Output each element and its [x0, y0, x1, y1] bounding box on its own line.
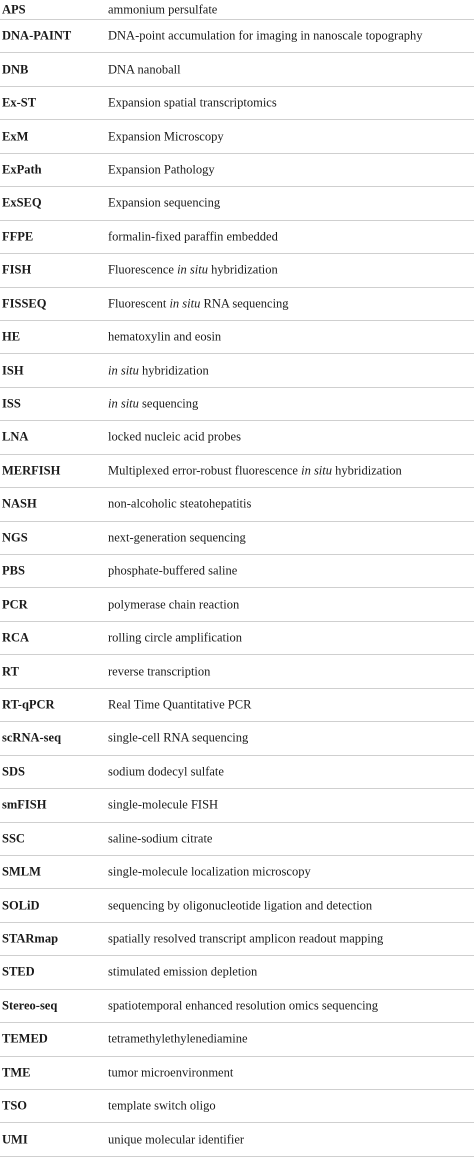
- abbreviation-definition: [108, 1099, 216, 1114]
- abbreviation-term: UMI: [2, 1132, 28, 1147]
- abbreviation-term: scRNA-seq: [2, 730, 62, 745]
- definition-text-part: Real Time Quantitative PCR: [108, 697, 252, 712]
- table-row: [0, 154, 474, 187]
- definition-text-part: DNA nanoball: [108, 62, 181, 77]
- abbreviation-term: STARmap: [2, 931, 59, 946]
- abbreviation-definition: [108, 463, 402, 478]
- abbreviation-term: DNA-PAINT: [2, 28, 72, 43]
- abbreviation-definition: [108, 96, 277, 111]
- definition-text-part: polymerase chain reaction: [108, 597, 240, 612]
- table-row: [0, 823, 474, 856]
- abbreviation-term: FISH: [2, 262, 32, 277]
- definition-text-part: stimulated emission depletion: [108, 964, 258, 979]
- abbreviation-term: HE: [2, 329, 21, 344]
- abbreviation-definition: [108, 932, 383, 947]
- table-row: [0, 756, 474, 789]
- abbreviation-term: TEMED: [2, 1031, 48, 1046]
- abbreviation-term: ExPath: [2, 162, 42, 177]
- abbreviation-term: SDS: [2, 764, 25, 779]
- abbreviation-term: TME: [2, 1065, 31, 1080]
- abbreviation-definition: [108, 1065, 233, 1080]
- definition-text-part: rolling circle amplification: [108, 630, 242, 645]
- definition-text-part: sequencing: [138, 396, 199, 411]
- abbreviation-definition: [108, 229, 278, 244]
- definition-italic-part: in situ: [301, 463, 333, 478]
- table-row: [0, 1057, 474, 1090]
- abbreviation-definition: [108, 497, 251, 512]
- definition-text-part: hybridization: [138, 363, 209, 378]
- table-row: [0, 354, 474, 387]
- table-row: [0, 923, 474, 956]
- definition-text-part: spatiotemporal enhanced resolution omics sequencing: [108, 998, 379, 1013]
- table-row: [0, 0, 474, 20]
- definition-text-part: non-alcoholic steatohepatitis: [108, 496, 252, 511]
- table-row: [0, 1090, 474, 1123]
- definition-text-part: Multiplexed error-robust fluorescence: [108, 463, 302, 478]
- abbreviation-term: FISSEQ: [2, 296, 47, 311]
- table-row: [0, 1023, 474, 1056]
- abbreviation-definition: [108, 296, 289, 311]
- definition-text-part: DNA-point accumulation for imaging in nanoscale topography: [108, 28, 423, 43]
- table-row: [0, 187, 474, 220]
- abbreviation-definition: [108, 430, 241, 445]
- definition-text-part: hybridization: [332, 463, 402, 478]
- table-row: [0, 421, 474, 454]
- abbreviation-term: STED: [2, 964, 35, 979]
- definition-text-part: hematoxylin and eosin: [108, 329, 222, 344]
- abbreviation-definition: [108, 330, 221, 345]
- definition-text-part: spatially resolved transcript amplicon readout mapping: [108, 931, 384, 946]
- table-row: [0, 722, 474, 755]
- abbreviation-term: SMLM: [2, 864, 41, 879]
- table-row: [0, 555, 474, 588]
- abbreviation-term: ExSEQ: [2, 195, 42, 210]
- abbreviation-term: TSO: [2, 1098, 28, 1113]
- abbreviation-term: PBS: [2, 563, 25, 578]
- table-row: [0, 655, 474, 688]
- abbreviation-definition: [108, 129, 224, 144]
- abbreviation-term: APS: [2, 2, 26, 16]
- abbreviation-term: NASH: [2, 496, 37, 511]
- definition-text-part: unique molecular identifier: [108, 1132, 245, 1147]
- definition-text-part: Fluorescent: [108, 296, 170, 311]
- table-row: [0, 689, 474, 722]
- abbreviation-term: MERFISH: [2, 463, 61, 478]
- abbreviation-term: Stereo-seq: [2, 998, 58, 1013]
- abbreviation-term: ExM: [2, 129, 29, 144]
- table-row: [0, 956, 474, 989]
- abbreviation-definition: [108, 998, 378, 1013]
- abbreviation-definition: [108, 62, 181, 77]
- abbreviation-term: RT: [2, 664, 19, 679]
- abbreviation-definition: [108, 1132, 244, 1147]
- abbreviation-definition: [108, 397, 198, 412]
- table-row: [0, 622, 474, 655]
- definition-text-part: locked nucleic acid probes: [108, 429, 241, 444]
- definition-text-part: Expansion sequencing: [108, 195, 221, 210]
- definition-text-part: tetramethylethylenediamine: [108, 1031, 248, 1046]
- table-row: [0, 856, 474, 889]
- abbreviation-term: NGS: [2, 530, 28, 545]
- definition-text-part: single-cell RNA sequencing: [108, 730, 249, 745]
- abbreviation-definition: [108, 697, 251, 712]
- table-row: [0, 1123, 474, 1156]
- definition-text-part: RNA sequencing: [200, 296, 289, 311]
- definition-text-part: next-generation sequencing: [108, 530, 246, 545]
- abbreviation-term: SOLiD: [2, 898, 40, 913]
- abbreviation-definition: [108, 898, 372, 913]
- definition-text-part: saline-sodium citrate: [108, 831, 213, 846]
- definition-italic-part: in situ: [108, 363, 139, 378]
- abbreviation-definition: [108, 664, 210, 679]
- table-row: [0, 321, 474, 354]
- definition-text-part: tumor microenvironment: [108, 1065, 234, 1080]
- definition-text-part: sequencing by oligonucleotide ligation and detection: [108, 898, 373, 913]
- definition-text-part: reverse transcription: [108, 664, 211, 679]
- abbreviation-term: ISS: [2, 396, 21, 411]
- abbreviation-definition: [108, 731, 248, 746]
- abbreviation-term: smFISH: [2, 797, 47, 812]
- table-row: [0, 789, 474, 822]
- definition-italic-part: in situ: [108, 396, 139, 411]
- table-row: [0, 990, 474, 1023]
- table-row: [0, 20, 474, 53]
- abbreviation-term: SSC: [2, 831, 25, 846]
- abbreviation-definition: [108, 831, 212, 846]
- definition-text-part: Expansion spatial transcriptomics: [108, 95, 277, 110]
- table-row: [0, 455, 474, 488]
- abbreviation-term: Ex-ST: [2, 95, 37, 110]
- table-row: [0, 588, 474, 621]
- abbreviation-definition: [108, 1032, 248, 1047]
- definition-text-part: ammonium persulfate: [108, 2, 218, 16]
- abbreviation-definition: [108, 196, 220, 211]
- table-row: [0, 288, 474, 321]
- definition-italic-part: in situ: [177, 262, 208, 277]
- definition-text-part: Expansion Pathology: [108, 162, 215, 177]
- table-row: [0, 87, 474, 120]
- definition-text-part: single-molecule localization microscopy: [108, 864, 311, 879]
- definition-text-part: hybridization: [208, 262, 278, 277]
- abbreviation-definition: [108, 530, 246, 545]
- abbreviation-term: FFPE: [2, 229, 34, 244]
- abbreviation-term: LNA: [2, 429, 29, 444]
- definition-text-part: phosphate-buffered saline: [108, 563, 238, 578]
- abbreviation-term: PCR: [2, 597, 28, 612]
- abbreviation-definition: [108, 798, 218, 813]
- table-row: [0, 53, 474, 86]
- abbreviation-term: RT-qPCR: [2, 697, 55, 712]
- abbreviation-definition: [108, 764, 224, 779]
- table-row: [0, 488, 474, 521]
- table-row: [0, 254, 474, 287]
- abbreviation-definition: [108, 2, 217, 17]
- table-row: [0, 522, 474, 555]
- abbreviation-definition: [108, 162, 215, 177]
- abbreviation-definition: [108, 29, 423, 44]
- definition-text-part: formalin-fixed paraffin embedded: [108, 229, 278, 244]
- abbreviation-term: ISH: [2, 363, 24, 378]
- abbreviation-definition: [108, 965, 257, 980]
- abbreviation-definition: [108, 363, 209, 378]
- table-row: [0, 120, 474, 153]
- table-row: [0, 889, 474, 922]
- table-row: [0, 221, 474, 254]
- abbreviation-definition: [108, 865, 311, 880]
- table-row: [0, 388, 474, 421]
- definition-text-part: Fluorescence: [108, 262, 178, 277]
- definition-text-part: Expansion Microscopy: [108, 129, 224, 144]
- abbreviation-definition: [108, 631, 242, 646]
- definition-text-part: template switch oligo: [108, 1098, 216, 1113]
- abbreviation-definition: [108, 597, 239, 612]
- abbreviation-definition: [108, 564, 237, 579]
- definition-text-part: single-molecule FISH: [108, 797, 219, 812]
- definition-text-part: sodium dodecyl sulfate: [108, 764, 224, 779]
- definition-italic-part: in situ: [169, 296, 201, 311]
- abbreviation-definition: [108, 263, 278, 278]
- abbreviation-term: RCA: [2, 630, 30, 645]
- abbreviation-term: DNB: [2, 62, 29, 77]
